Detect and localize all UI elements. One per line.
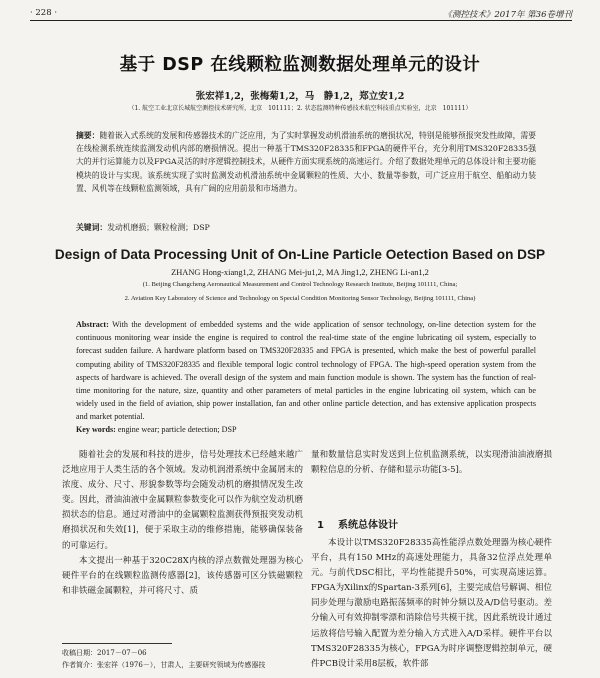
keywords-english: [76, 424, 536, 436]
keywords-english-text: engine wear; particle detection; DSP: [117, 425, 237, 434]
authors-english: ZHANG Hong-xiang1,2, ZHANG Mei-ju1,2, MA Jing1,2, ZHENG Li-an1,2: [171, 268, 429, 277]
body-column-right: [311, 448, 552, 478]
body-column-left: [62, 448, 303, 599]
authors-chinese: 张宏祥1,2，张梅菊1,2，马 静1,2，郑立安1,2: [195, 91, 405, 102]
section-title: 系统总体设计: [337, 520, 398, 531]
keywords-english-label: Key words:: [76, 425, 116, 434]
abstract-english: [76, 318, 536, 424]
footnote-divider: [62, 643, 172, 644]
abstract-chinese-text: 随着嵌入式系统的发展和传感器技术的广泛应用，为了实时掌握发动机滑油系统的磨损状况，特别是能够预报突发性故障，需要在线检测系统连续监测发动机内部的磨损情况。提出一种基于TMS320F28335和FPGA的硬件平台，充分利用TMS320F28335强大的并行运算能力以及FPGA灵活的时序逻辑控制技术，从硬件方面实现系统的高速运行。介绍了数据处理单元的总体设计和主要功能模块的设计与实现。该系统实现了实时监测发动机滑油系统中金属颗粒的性质、大小、数量等参数，可广泛应用于航空、船舶动力装置、风机等在线颗粒监测领域，具有广阔的应用前景和市场潜力。: [76, 131, 537, 193]
footnote-author-info: 作者简介：张宏祥（1976－），甘肃人，主要研究领域为传感器技: [62, 661, 266, 669]
running-header: [30, 6, 572, 21]
abstract-english-text: With the development of embedded systems and the wide application of sensor technology, on-line detection system for the continuous monitoring wear inside the engine is required to control the real-time state of the engine lubricating oil system, especially to forecast sudden failure. A hardware platform based on TMS320F28335 and FPGA is presented, which make the best of powerful parallel computing ability of TMS320F28335 and flexible temporal logic control technology of FPGA. The high-speed operation system from the aspects of hardware is achieved. The overall design of the system and main function module is shown. The system has the function of real-time monitoring for the nature, size, quantity and other parameters of metal particles in the engine lubricating oil system, which can be widely used in the field of aviation, ship power installation, fan and other online particle detection, and has extensive application prospects and market potential.: [76, 320, 536, 422]
affiliation-chinese: （1. 航空工业北京长城航空测控技术研究所，北京 101111；2. 状态监测特种传感技术航空科技重点实验室，北京 101111）: [128, 105, 472, 112]
footnote-received: 收稿日期：2017－07－06: [62, 649, 147, 657]
affiliation-english-2: 2. Aviation Key Laboratory of Science and Technology on Special Condition Monitoring Sensor Technology, Beijing 101111, China): [124, 295, 476, 302]
section-number: 1: [317, 520, 324, 531]
page-number: · 228 ·: [30, 8, 58, 18]
body-column-right-section: [311, 536, 552, 672]
journal-name: 《测控技术》2017年 第36卷增刊: [443, 10, 572, 20]
abstract-english-label: Abstract:: [76, 320, 109, 329]
title-chinese: 基于 DSP 在线颗粒监测数据处理单元的设计: [119, 55, 481, 75]
body-paragraph-design: 本设计以TMS320F28335高性能浮点数处理器为核心硬件平台，具有150 MHz的高速处理能力，具备32位浮点处理单元。与前代DSC相比，平均性能提升50%，可实现高速运算。FPGA为Xilinx的Spartan-3系列[6]，主要完成信号解调、相位同步处理与激励电路振荡频率的时钟分频以及A/D信号驱动。差分输入可有效抑制零漂和消除信号共模干扰，因此系统设计通过运放将信号输入配置为差分输入方式进入A/D采样。硬件平台以TMS320F28335为核心，FPGA为时序调整逻辑控制单元，硬件PCB设计采用8层板，软件部: [311, 538, 552, 669]
affiliation-english-1: (1. Beijing Changcheng Aeronautical Measurement and Control Technology Research Institute, Beijing 101111, China;: [142, 281, 458, 288]
title-english: Design of Data Processing Unit of On-Line Particle Oetection Based on DSP: [54, 247, 546, 262]
abstract-chinese: [76, 129, 536, 195]
keywords-chinese: [76, 222, 536, 234]
body-paragraph-intro: 随着社会的发展和科技的进步，信号处理技术已经越来越广泛地应用于人类生活的各个领域。发动机润滑系统中金属屑末的浓度、成分、尺寸、形貌参数等均会随发动机的磨损情况发生改变。因此，滑油油液中金属颗粒参数变化可以作为航空发动机磨损状态的信息。通过对滑油中的金属颗粒监测获得预报突发动机磨损状况和失效[1]，便于采取主动的维修措施，能够确保装备的可靠运行。: [62, 450, 303, 551]
section-heading: [317, 516, 398, 531]
keywords-chinese-label: 关键词：: [76, 223, 108, 232]
keywords-chinese-text: 发动机磨损；颗粒检测；DSP: [107, 223, 210, 232]
body-paragraph-continued: 量和数量信息实时发送到上位机监测系统，以实现滑油油液磨损颗粒信息的分析、存储和显示功能[3-5]。: [311, 450, 552, 476]
abstract-chinese-label: 摘要：: [76, 131, 100, 140]
body-paragraph-proposal: 本文提出一种基于320C28X内核的浮点数微处理器为核心硬件平台的在线颗粒监测传感器[2]，该传感器可区分铁磁颗粒和非铁磁金属颗粒，并可将尺寸、质: [62, 555, 303, 596]
